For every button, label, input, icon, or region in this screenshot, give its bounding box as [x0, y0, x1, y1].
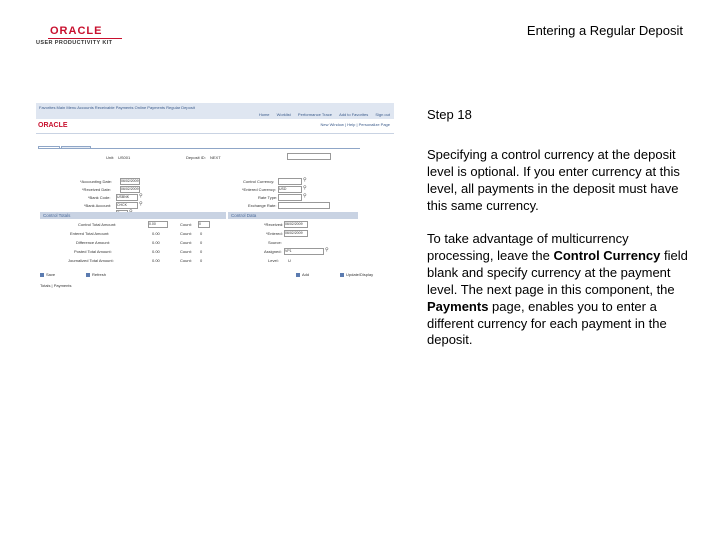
control-total-amount-label: Control Total Amount: — [78, 222, 117, 227]
add-button[interactable]: Add — [296, 272, 309, 277]
cd-assigned-lookup-icon[interactable]: ⚲ — [325, 247, 329, 253]
status-field — [287, 153, 331, 160]
posted-total-count-label: Count: — [180, 249, 192, 254]
cd-entered-label: *Entered: — [266, 231, 283, 236]
rate-type-lookup-icon[interactable]: ⚲ — [303, 193, 307, 199]
journalized-total-amount-label: Journalized Total Amount: — [68, 258, 114, 263]
cd-assigned-label: Assigned: — [264, 249, 282, 254]
posted-total-amount-label: Posted Total Amount: — [74, 249, 112, 254]
refresh-button[interactable]: Refresh — [86, 272, 106, 277]
totals-panel — [38, 148, 360, 277]
journalized-total-count-label: Count: — [180, 258, 192, 263]
logo-upk-text: USER PRODUCTIVITY KIT — [36, 40, 113, 46]
cd-received-label: *Received: — [264, 222, 284, 227]
save-icon — [40, 273, 44, 277]
posted-total-amount-value: 0.00 — [152, 249, 160, 254]
entered-total-amount-value: 0.00 — [152, 231, 160, 236]
page-title: Entering a Regular Deposit — [526, 23, 683, 38]
unit-label: Unit: — [106, 155, 115, 160]
refresh-icon — [86, 273, 90, 277]
deposit-id-label: Deposit ID: — [186, 155, 206, 160]
worklist-link[interactable]: Worklist — [276, 112, 291, 117]
control-currency-input[interactable] — [278, 178, 302, 185]
bank-account-label: *Bank Account: — [84, 203, 112, 208]
breadcrumb[interactable]: Favorites Main Menu Accounts Receivable Payments Online Payments Regular Deposit — [39, 105, 195, 110]
received-date-label: *Received Date: — [82, 187, 111, 192]
control-total-count-label: Count: — [180, 222, 192, 227]
window-links[interactable]: New Window | Help | Personalize Page — [320, 122, 390, 127]
journalized-total-amount-value: 0.00 — [152, 258, 160, 263]
sign-out-link[interactable]: Sign out — [375, 112, 390, 117]
control-currency-lookup-icon[interactable]: ⚲ — [303, 177, 307, 183]
home-link[interactable]: Home — [258, 112, 270, 117]
journalized-total-count-value: 0 — [200, 258, 203, 263]
entered-total-count-value: 0 — [200, 231, 203, 236]
control-total-count-input[interactable]: 0 — [198, 221, 210, 228]
exchange-rate-label: Exchange Rate: — [248, 203, 277, 208]
oracle-brand-bar — [36, 119, 394, 134]
top-navigation-bar — [36, 103, 394, 119]
update-icon — [340, 273, 344, 277]
bank-code-lookup-icon[interactable]: ⚲ — [139, 193, 143, 199]
cd-entered-input[interactable]: 06/02/2009 — [284, 230, 308, 237]
performance-trace-link[interactable]: Performance Trace — [297, 112, 332, 117]
control-data-header: Control Data — [228, 212, 358, 219]
entered-currency-lookup-icon[interactable]: ⚲ — [303, 185, 307, 191]
rate-type-label: Rate Type: — [258, 195, 278, 200]
deposit-id-value: NEXT — [210, 155, 221, 160]
step-number: Step 18 — [427, 107, 472, 122]
page-tabs — [38, 139, 92, 147]
instruction-paragraph-1: Specifying a control currency at the deposit level is optional. If you enter currency at this level, all payments in the deposit must have this same currency. — [427, 147, 680, 213]
entered-currency-input[interactable]: USD — [278, 186, 302, 193]
difference-amount-label: Difference Amount: — [76, 240, 110, 245]
entered-total-amount-label: Entered Total Amount: — [70, 231, 110, 236]
control-totals-header: Control Totals — [40, 212, 226, 219]
bank-code-input[interactable]: USBNK — [116, 194, 138, 201]
exchange-rate-input[interactable] — [278, 202, 330, 209]
bank-code-label: *Bank Code: — [88, 195, 111, 200]
save-button[interactable]: Save — [40, 272, 55, 277]
difference-amount-value: 0.00 — [152, 240, 160, 245]
cd-level-label: Level: — [268, 258, 279, 263]
cd-assigned-input[interactable]: VP1 — [284, 248, 324, 255]
logo-oracle-text: ORACLE — [50, 25, 103, 37]
update-display-button[interactable]: Update/Display — [340, 272, 373, 277]
control-total-amount-input[interactable]: 0.00 — [148, 221, 168, 228]
difference-count-value: 0 — [200, 240, 203, 245]
oracle-upk-logo — [36, 26, 124, 46]
app-oracle-logo: ORACLE — [38, 122, 68, 129]
received-date-input[interactable]: 06/02/2009 — [121, 187, 139, 191]
entered-currency-label: *Entered Currency: — [242, 187, 277, 192]
control-currency-label: Control Currency: — [243, 179, 275, 184]
cd-source-label: Source: — [268, 240, 282, 245]
accounting-date-input[interactable]: 06/02/2009 — [121, 179, 139, 183]
payments-term: Payments — [427, 298, 489, 314]
instruction-paragraph-2: To take advantage of multicurrency processing, leave the Control Currency field blank and specify currency at the payment level. The next page in this component, the Payments page, enables you to enter a different currency for each payment in the deposit. — [427, 231, 688, 348]
footer-tab-links[interactable]: Totals | Payments — [40, 283, 72, 288]
add-icon — [296, 273, 300, 277]
control-currency-term: Control Currency — [553, 247, 661, 263]
application-screenshot — [36, 103, 394, 289]
logo-rule — [48, 38, 122, 39]
accounting-date-label: *Accounting Date: — [80, 179, 113, 184]
posted-total-count-value: 0 — [200, 249, 203, 254]
difference-count-label: Count: — [180, 240, 192, 245]
rate-type-input[interactable] — [278, 194, 302, 201]
add-to-favorites-link[interactable]: Add to Favorites — [339, 112, 369, 117]
entered-total-count-label: Count: — [180, 231, 192, 236]
bank-account-lookup-icon[interactable]: ⚲ — [139, 201, 143, 207]
unit-value: US001 — [118, 155, 131, 160]
bank-account-input[interactable]: CHCK — [116, 202, 138, 209]
cd-received-input[interactable]: 06/02/2009 — [284, 221, 308, 228]
cd-level-value: U — [288, 258, 291, 263]
header-links — [253, 112, 390, 117]
